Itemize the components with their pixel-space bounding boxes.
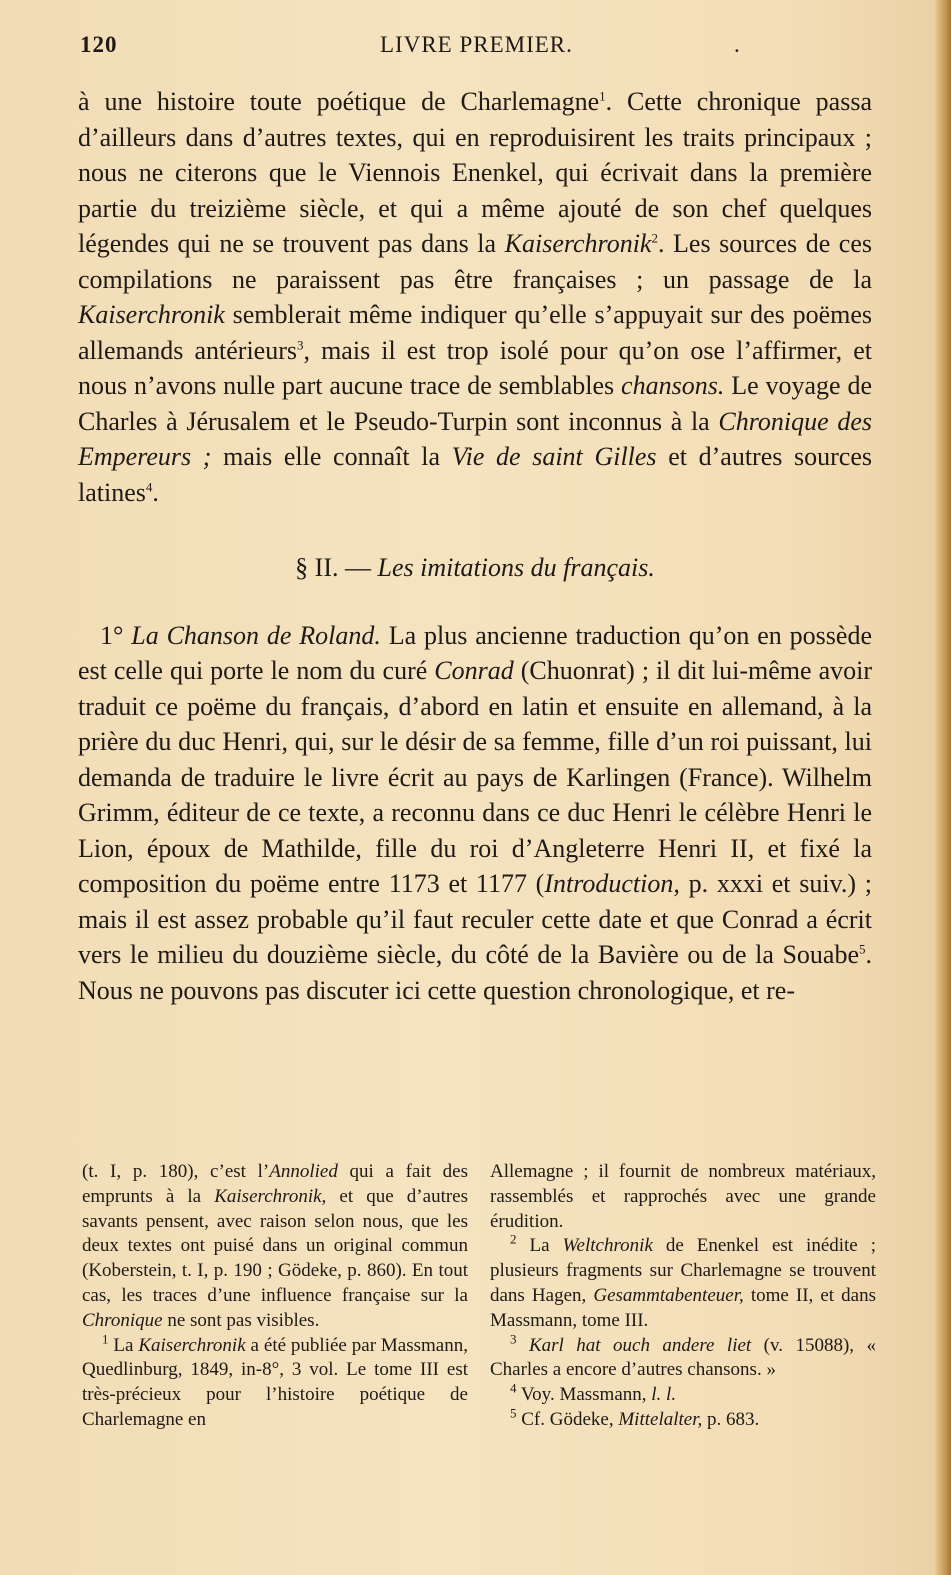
footnote-ref: 5 bbox=[859, 941, 866, 957]
text-run: , mais il est trop isolé pour qu’on ose l’affirmer, et nous n’avons nulle part aucune trace de semblables bbox=[78, 335, 872, 400]
text-run: . bbox=[152, 477, 159, 507]
footnote bbox=[490, 1234, 876, 1333]
section-heading bbox=[78, 550, 872, 586]
text-run: qui a fait des emprunts à la bbox=[82, 1161, 468, 1207]
text-run: a été publiée par Massmann, Quedlinburg, 1849, in-8°, 3 vol. Le tome III est très-précieux pour l’histoire poétique de Charlemagne en bbox=[82, 1334, 468, 1430]
text-run: Le voyage de Charles à Jérusalem et le Pseudo-Turpin sont inconnus à la bbox=[78, 371, 872, 436]
footnote-ref: 2 bbox=[651, 230, 658, 246]
running-header bbox=[80, 32, 870, 68]
main-text bbox=[78, 84, 872, 1008]
italic-text: Weltchronik bbox=[562, 1235, 653, 1257]
footnote-ref: 1 bbox=[102, 1331, 109, 1347]
paragraph-chanson-de-roland bbox=[78, 618, 872, 1009]
italic-text: Kaiserchronik bbox=[78, 300, 225, 329]
text-run: semblerait même indiquer qu’elle s’appuyait sur des poëmes allemands antérieurs bbox=[78, 300, 872, 365]
italic-text: Kaiserchronik bbox=[138, 1334, 246, 1356]
italic-text: Kaiserchronik, bbox=[214, 1185, 327, 1207]
footnote-ref: 1 bbox=[599, 88, 606, 104]
footnote bbox=[490, 1331, 877, 1384]
text-run: La bbox=[108, 1334, 139, 1356]
paragraph-kaiserchronik bbox=[78, 84, 872, 510]
text-run: (v. 15088), « Charles a encore d’autres chansons. » bbox=[490, 1334, 877, 1381]
footnotes bbox=[82, 1160, 876, 1433]
footnote-ref: 2 bbox=[510, 1232, 517, 1248]
text-run: (Chuonrat) ; il dit lui-même avoir traduit ce poëme du français, d’abord en latin et ensuite en allemand, à la prière du duc Henri, qui, sur le désir de sa femme, fille d’un roi puissant, lui demanda de traduire le livre écrit au pays de Karlingen (France). Wilhelm Grimm, éditeur de ce texte, a reconnu dans ce duc Henri le célèbre Henri le Lion, époux de Mathilde, fille du roi d’Angleterre Henri II, et fixé la composition du poëme entre 1173 et 1177 ( bbox=[78, 656, 872, 898]
italic-text: Conrad bbox=[434, 656, 514, 685]
italic-text: La Chanson de Roland. bbox=[131, 620, 381, 650]
footnote bbox=[82, 1331, 468, 1433]
text-run: . Nous ne pouvons pas discuter ici cette question chronologique, et re- bbox=[78, 940, 872, 1005]
footnote-ref: 5 bbox=[510, 1405, 517, 1421]
text-run: ne sont pas visibles. bbox=[162, 1309, 320, 1331]
footnotes-right-column bbox=[490, 1160, 876, 1433]
italic-text: Karl hat ouch andere liet bbox=[528, 1334, 752, 1356]
text-run: de Enenkel est inédite ; plusieurs fragments sur Charlemagne se trouvent dans Hagen, bbox=[490, 1235, 876, 1306]
italic-text: Chronique bbox=[82, 1309, 163, 1331]
text-run: La plus ancienne traduction qu’on en possède est celle qui porte le nom du curé bbox=[78, 620, 872, 685]
footnote-ref: 4 bbox=[510, 1380, 517, 1396]
page-edge bbox=[935, 0, 951, 1575]
page-number: 120 bbox=[80, 32, 118, 57]
header-mark: . bbox=[734, 32, 741, 57]
text-run: Allemagne ; il fournit de nombreux matériaux, rassemblés et rapprochés avec une grande érudition. bbox=[490, 1161, 876, 1232]
italic-text: chansons. bbox=[621, 371, 725, 400]
text-run: . Cette chronique passa d’ailleurs dans d’autres textes, qui en reproduisirent les traits principaux ; nous ne citerons que le Viennois Enenkel, qui écrivait dans la première partie du treizième siècle, et qui a même ajouté de son chef quelques légendes qui ne se trouvent pas dans la bbox=[78, 87, 872, 258]
italic-text: Vie de saint Gilles bbox=[451, 442, 657, 471]
text-run: (t. I, p. 180), c’est l’ bbox=[82, 1161, 270, 1182]
italic-text: Mittelalter, bbox=[618, 1408, 703, 1430]
section-number: § II. — bbox=[295, 553, 378, 582]
footnote-ref: 3 bbox=[510, 1331, 517, 1347]
text-run: à une histoire toute poétique de Charlemagne bbox=[78, 87, 600, 116]
text-run: et d’autres sources latines bbox=[78, 442, 872, 507]
footnote bbox=[82, 1160, 468, 1334]
text-run: p. xxxi et suiv.) ; mais il est assez probable qu’il faut reculer cette date et que Conrad a écrit vers le milieu du douzième siècle, du côté de la Bavière ou de la Souabe bbox=[78, 869, 872, 969]
italic-text: l. l. bbox=[651, 1384, 677, 1406]
italic-text: Gesammtabenteuer, bbox=[593, 1284, 744, 1306]
footnote bbox=[490, 1160, 876, 1234]
text-run: 1° bbox=[100, 620, 132, 650]
text-run: p. 683. bbox=[702, 1408, 760, 1430]
footnote-ref: 4 bbox=[145, 478, 153, 494]
italic-text: Annolied bbox=[269, 1161, 338, 1182]
section-title: Les imitations du français. bbox=[377, 553, 655, 582]
text-run: Voy. Massmann, bbox=[516, 1384, 652, 1406]
italic-text: Introduction, bbox=[544, 869, 680, 898]
footnotes-left-column bbox=[82, 1160, 468, 1433]
italic-text: Kaiserchronik bbox=[504, 229, 652, 258]
running-title: LIVRE PREMIER. bbox=[380, 32, 573, 57]
footnote bbox=[490, 1380, 876, 1408]
text-run: mais elle connaît la bbox=[211, 442, 452, 471]
footnote bbox=[490, 1405, 876, 1433]
text-run: La bbox=[516, 1235, 563, 1257]
text-run: tome II, et dans Massmann, tome III. bbox=[490, 1284, 877, 1331]
italic-text: Chronique des Empereurs ; bbox=[78, 406, 873, 471]
text-run bbox=[517, 1335, 529, 1356]
footnote-ref: 3 bbox=[297, 336, 304, 352]
text-run: et que d’autres savants pensent, avec raison selon nous, que les deux textes ont puisé dans un original commun (Koberstein, t. I, p. 190 ; Gödeke, p. 860). En tout cas, les traces d’une influence française sur la bbox=[82, 1185, 469, 1306]
text-run: . Les sources de ces compilations ne paraissent pas être françaises ; un passage de la bbox=[78, 229, 872, 294]
text-run: Cf. Gödeke, bbox=[516, 1408, 619, 1430]
